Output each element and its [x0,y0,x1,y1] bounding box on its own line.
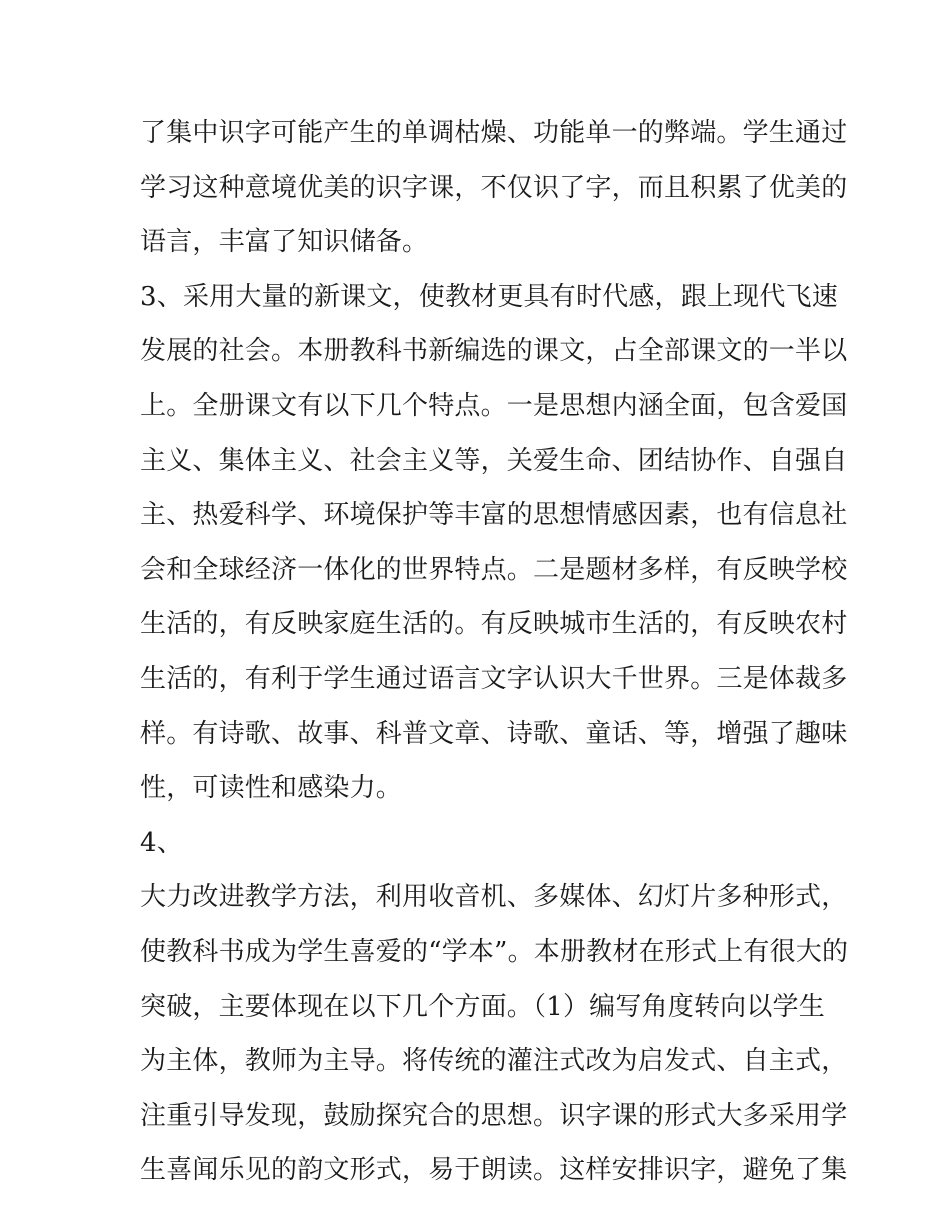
text-line: 语言，丰富了知识储备。 [140,227,429,258]
text-line: 上。全册课文有以下几个特点。一是思想内涵全面，包含爱国 [140,390,848,421]
text-line: 发展的社会。本册教科书新编选的课文，占全部课文的一半以 [140,336,848,367]
text-line: 注重引导发现，鼓励探究合的思想。识字课的形式大多采用学 [140,1100,848,1131]
text-line: 学习这种意境优美的识字课，不仅识了字，而且积累了优美的 [140,172,848,203]
text-line: 会和全球经济一体化的世界特点。二是题材多样，有反映学校 [140,554,848,585]
text-line: 样。有诗歌、故事、科普文章、诗歌、童话、等，增强了趣味 [140,718,848,749]
text-line: 4、 [140,827,183,858]
document-body [140,106,849,1198]
text-line: 生活的，有反映家庭生活的。有反映城市生活的，有反映农村 [140,609,848,640]
text-line: 性，可读性和感染力。 [140,773,403,804]
text-line: 大力改进教学方法，利用收音机、多媒体、幻灯片多种形式， [140,882,848,913]
text-line: 主义、集体主义、社会主义等，关爱生命、团结协作、自强自 [140,445,848,476]
text-line: 使教科书成为学生喜爱的“学本”。本册教材在形式上有很大的 [140,936,849,967]
text-line: 生喜闻乐见的韵文形式，易于朗读。这样安排识字，避免了集 [140,1155,848,1186]
text-line: 3、采用大量的新课文，使教材更具有时代感，跟上现代飞速 [140,281,838,312]
text-line: 为主体，教师为主导。将传统的灌注式改为启发式、自主式， [140,1046,848,1077]
text-line: 生活的，有利于学生通过语言文字认识大千世界。三是体裁多 [140,663,848,694]
text-line: 了集中识字可能产生的单调枯燥、功能单一的弊端。学生通过 [140,118,848,148]
text-line: 突破，主要体现在以下几个方面。（1）编写角度转向以学生 [140,991,825,1022]
text-line: 主、热爱科学、环境保护等丰富的思想情感因素，也有信息社 [140,500,848,531]
